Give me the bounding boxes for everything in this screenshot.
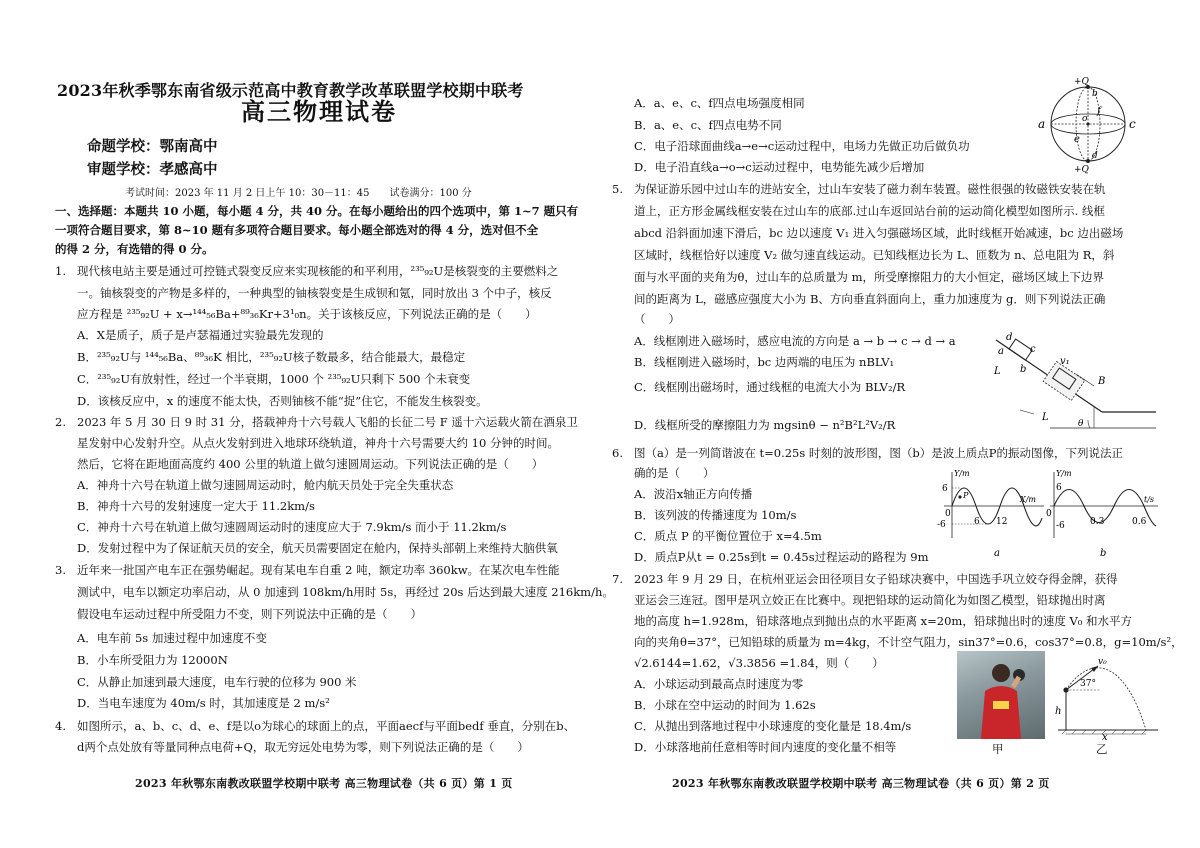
q4-option-b: B．a、e、c、f四点电势不同 xyxy=(634,118,782,132)
section-instruction-1: 一、选择题：本题共 10 小题，每小题 4 分，共 40 分。在每小题给出的四个选项中，第 1~7 题只有 xyxy=(55,204,579,218)
q4-option-d: D．电子沿直线a→o→c运动过程中，电势能先减少后增加 xyxy=(634,160,925,174)
subject-title: 高三物理试卷 xyxy=(241,97,397,126)
q6a-ylabel: Y/m xyxy=(954,469,970,478)
q7-text-2: 亚运会三连冠。图甲是巩立姣正在比赛中。现把铅球的运动简化为如图乙模型，铅球抛出时离 xyxy=(634,593,1106,607)
q5-option-b: B．线框刚进入磁场时，bc 边两端的电压为 nBLV₁ xyxy=(634,355,895,369)
q6b-tick-0-3: 0.3 xyxy=(1090,517,1105,527)
q6-text-1: 6. 图（a）是一列简谐波在 t=0.25s 时刻的波形图，图（b）是波上质点P的振动图像，下列说法正 xyxy=(612,446,1124,460)
q7-caption-jia: 甲 xyxy=(992,742,1004,756)
q5-text-2: 道上，正方形金属线框安装在过山车的底部.过山车返回站台前的运动简化模型如图所示. 线框 xyxy=(634,204,1105,218)
q5-option-c: C．线框刚出磁场时，通过线框的电流大小为 BLV₂/R xyxy=(634,380,906,394)
q5-option-a: A．线框刚进入磁场时，感应电流的方向是 a → b → c → d → a xyxy=(634,334,956,348)
page-1-column xyxy=(55,0,614,848)
q5-text-3: abcd 沿斜面加速下滑后，bc 边以速度 V₁ 进入匀强磁场区域，此时线框开始减速，bc 边出磁场 xyxy=(634,226,1124,240)
q7-label-angle: 37° xyxy=(1080,679,1096,689)
q3-option-c: C．从静止加速到最大速度，电车行驶的位移为 900 米 xyxy=(77,675,357,689)
q1-text-3: 应方程是 ²³⁵₉₂U + x→¹⁴⁴₅₆Ba+⁸⁹₃₆Kr+3¹₀n。关于该核反应，下列说法正确的是（ ） xyxy=(77,307,537,321)
q2-text-2: 星发射中心发射升空。从点火发射到进入地球环绕轨道，神舟十六号需要大约 10 分钟的时间。 xyxy=(77,436,559,450)
q1-option-d: D．该核反应中，x 的速度不能太快，否则铀核不能“捉”住它，不能发生核裂变。 xyxy=(77,394,488,408)
q5-text-1: 5. 为保证游乐园中过山车的进站安全，过山车安装了磁力刹车装置。磁性很强的钕磁铁安装在轨 xyxy=(612,182,1106,196)
q4-option-a: A．a、e、c、f四点电场强度相同 xyxy=(634,96,805,110)
q5-label-theta: θ xyxy=(1078,419,1084,429)
q6b-xlabel: t/s xyxy=(1144,495,1155,504)
q6b-ylabel: Y/m xyxy=(1056,469,1072,478)
q2-option-a: A．神舟十六号在轨道上做匀速圆周运动时，舱内航天员处于完全失重状态 xyxy=(77,478,454,492)
q6a-tick-12: 12 xyxy=(996,517,1008,527)
q5-text-4: 区域时，线框恰好以速度 V₂ 做匀速直线运动。已知线框边长为 L、匝数为 n、总电阻为 R，斜 xyxy=(634,248,1115,262)
q3-text-3: 假设电车运动过程中所受阻力不变，则下列说法中正确的是（ ） xyxy=(77,607,422,621)
q6a-ymax: 6 xyxy=(942,484,948,494)
q6-text-2: 确的是（ ） xyxy=(634,466,715,480)
q4-option-c: C．电子沿球面曲线a→e→c运动过程中，电场力先做正功后做负功 xyxy=(634,139,970,153)
reviewer-school: 审题学校：孝感高中 xyxy=(87,161,218,178)
q1-number: 1. xyxy=(55,264,66,278)
q5-label-c: c xyxy=(1030,344,1036,355)
exam-title: 2023年秋季鄂东南省级示范高中教育教学改革联盟学校期中联考 xyxy=(57,81,524,100)
q7-number: 7. xyxy=(612,572,623,586)
q4-label-b: b xyxy=(1092,89,1098,99)
q5-text-6: 间的距离为 L，磁感应强度大小为 B、方向垂直斜面向上，重力加速度为 g．则下列说法正确 xyxy=(634,292,1106,306)
athlete-silhouette-icon xyxy=(957,651,1045,739)
q4-text-1: 4. 如图所示，a、b、c、d、e、f是以o为球心的球面上的点，平面aecf与平面bedf 垂直，分别在b、 xyxy=(55,719,576,733)
q3-option-d: D．当电车速度为 40m/s 时，其加速度是 2 m/s² xyxy=(77,696,330,710)
q6-wave-graph-a xyxy=(934,466,1046,564)
q6-number: 6. xyxy=(612,446,623,460)
q6-option-a: A．波沿x轴正方向传播 xyxy=(634,487,753,501)
q5-text-7: （ ） xyxy=(634,312,680,326)
q3-option-a: A．电车前 5s 加速过程中加速度不变 xyxy=(77,631,267,645)
q7-caption-yi: 乙 xyxy=(1096,742,1108,756)
q5-incline-figure xyxy=(990,328,1158,434)
q6b-caption: b xyxy=(1100,548,1107,559)
q6b-origin: 0 xyxy=(1046,509,1052,519)
q7-trajectory-figure xyxy=(1054,650,1160,740)
q4-text-2: d两个点处放有等量同种点电荷+Q，取无穷远处电势为零，则下列说法正确的是（ ） xyxy=(77,740,529,754)
q5-label-L-bottom: L xyxy=(1042,412,1049,423)
q2-number: 2. xyxy=(55,415,66,429)
q7-label-x: x xyxy=(1102,732,1108,740)
q6b-ymax: 6 xyxy=(1056,483,1062,493)
q6a-xlabel: X/m xyxy=(1020,495,1036,504)
q4-label-plus-q-top: +Q xyxy=(1074,77,1089,87)
q4-label-f: f xyxy=(1097,106,1101,117)
q7-option-c: C．从抛出到落地过程中小球速度的变化量是 18.4m/s xyxy=(634,719,912,733)
q6b-tick-0-6: 0.6 xyxy=(1132,517,1147,527)
q1-option-c: C．²³⁵₉₂U有放射性，经过一个半衰期，1000 个 ²³⁵₉₂U只剩下 500 个未衰变 xyxy=(77,372,471,386)
q3-option-b: B．小车所受阻力为 12000N xyxy=(77,653,228,667)
q6-option-d: D．质点P从t = 0.25s到t = 0.45s过程运动的路程为 9m xyxy=(634,550,929,564)
q7-label-v0: v₀ xyxy=(1098,657,1107,667)
q7-athlete-photo xyxy=(957,651,1045,739)
q1-text-1: 1. 现代核电站主要是通过可控链式裂变反应来实现核能的和平利用，²³⁵₉₂U是核裂变的主要燃料之 xyxy=(55,264,559,278)
q6-option-c: C．质点 P 的平衡位置位于 x=4.5m xyxy=(634,529,822,543)
footer-page-2: 2023 年秋鄂东南教改联盟学校期中联考 高三物理试卷（共 6 页）第 2 页 xyxy=(672,777,1050,790)
q3-text-1: 3. 近年来一批国产电车正在强势崛起。现有某电车自重 2 吨，额定功率 360kw。在某次电车性能 xyxy=(55,563,560,577)
q1-text-2: 一。铀核裂变的产物是多样的，一种典型的铀核裂变是生成钡和氪，同时放出 3 个中子，核反 xyxy=(77,286,552,300)
q5-label-d: d xyxy=(1006,332,1013,343)
q5-label-v1: v₁ xyxy=(1060,356,1070,367)
q1-option-b: B．²³⁵₉₂U与 ¹⁴⁴₅₆Ba、⁸⁹₃₆K 相比，²³⁵₉₂U核子数最多，结合能最大，最稳定 xyxy=(77,350,466,364)
exam-info: 考试时间：2023 年 11 月 2 日上午 10：30－11：45 试卷满分：100 分 xyxy=(125,188,472,199)
section-instruction-3: 的得 2 分，有选错的得 0 分。 xyxy=(55,242,214,256)
q6a-tick-6: 6 xyxy=(974,517,980,527)
section-instruction-2: 一项符合题目要求，第 8~10 题有多项符合题目要求。每小题全部选对的得 4 分，选对但不全 xyxy=(55,223,539,237)
q5-number: 5. xyxy=(612,182,623,196)
q6a-caption: a xyxy=(994,548,1000,559)
q4-label-e: e xyxy=(1074,134,1080,145)
q4-label-a: a xyxy=(1038,117,1046,131)
q7-option-d: D．小球落地前任意相等时间内速度的变化量不相等 xyxy=(634,740,897,754)
q4-label-d: d xyxy=(1092,151,1098,161)
q2-text-3: 然后，它将在距地面高度约 400 公里的轨道上做匀速圆周运动。下列说法正确的是（ ） xyxy=(77,457,544,471)
q7-text-5: √2.6144=1.62，√3.3856 =1.84，则（ ） xyxy=(634,656,884,670)
q4-label-o: o xyxy=(1082,114,1088,124)
q2-option-b: B．神舟十六号的发射速度一定大于 11.2km/s xyxy=(77,499,315,513)
q5-option-d: D．线框所受的摩擦阻力为 mgsinθ − n²B²L²V₂/R xyxy=(634,418,896,432)
q7-text-3: 地的高度 h=1.928m，铅球落地点到抛出点的水平距离 x=20m，铅球抛出时的速度 V₀ 和水平方 xyxy=(634,614,1133,628)
q6a-ymin: -6 xyxy=(937,520,946,530)
q7-text-4: 向的夹角θ=37°，已知铅球的质量为 m=4kg，不计空气阻力，sin37°=0.6，cos37°=0.8，g=10m/s²， xyxy=(634,635,1183,649)
q7-option-b: B．小球在空中运动的时间为 1.62s xyxy=(634,698,816,712)
proposer-school: 命题学校：鄂南高中 xyxy=(87,138,218,155)
q5-label-B: B xyxy=(1098,376,1106,387)
q5-label-a: a xyxy=(998,346,1004,357)
q3-text-2: 测试中，电车以额定功率启动，从 0 加速到 108km/h用时 5s，再经过 20s 后达到最大速度 216km/h。 xyxy=(77,585,614,599)
q7-label-h: h xyxy=(1055,706,1062,717)
q6-option-b: B．该列波的传播速度为 10m/s xyxy=(634,508,797,522)
q7-text-1: 7. 2023 年 9 月 29 日，在杭州亚运会田径项目女子铅球决赛中，中国选手巩立姣夺得金牌，获得 xyxy=(612,572,1118,586)
q7-option-a: A．小球运动到最高点时速度为零 xyxy=(634,677,804,691)
footer-page-1: 2023 年秋鄂东南教改联盟学校期中联考 高三物理试卷（共 6 页）第 1 页 xyxy=(135,777,513,790)
q4-label-c: c xyxy=(1129,117,1136,131)
q6-vibration-graph-b xyxy=(1046,466,1160,564)
q5-label-b: b xyxy=(1020,364,1027,375)
q6b-ymin: -6 xyxy=(1056,521,1065,531)
q5-text-5: 面与水平面的夹角为θ，过山车的总质量为 m，所受摩擦阻力的大小恒定，磁场区域上下边界 xyxy=(634,270,1104,284)
q5-label-L-top: L xyxy=(994,366,1001,377)
page-2-column xyxy=(612,0,1183,848)
q4-sphere-figure xyxy=(1030,74,1150,174)
q4-label-plus-q-bottom: +Q xyxy=(1074,165,1089,174)
q6a-point-p: P xyxy=(963,491,969,500)
q3-number: 3. xyxy=(55,563,66,577)
q1-option-a: A．X是质子，质子是卢瑟福通过实验最先发现的 xyxy=(77,328,324,342)
q2-option-c: C．神舟十六号在轨道上做匀速圆周运动时的速度应大于 7.9km/s 而小于 11.2km/s xyxy=(77,520,507,534)
q4-number: 4. xyxy=(55,719,66,733)
q6a-origin: 0 xyxy=(945,509,951,519)
q2-text-1: 2. 2023 年 5 月 30 日 9 时 31 分，搭载神舟十六号载人飞船的长征二号 F 遥十六运载火箭在酒泉卫 xyxy=(55,415,578,429)
q2-option-d: D．发射过程中为了保证航天员的安全，航天员需要固定在舱内，保持头部朝上来维持大脑供氧 xyxy=(77,541,558,555)
